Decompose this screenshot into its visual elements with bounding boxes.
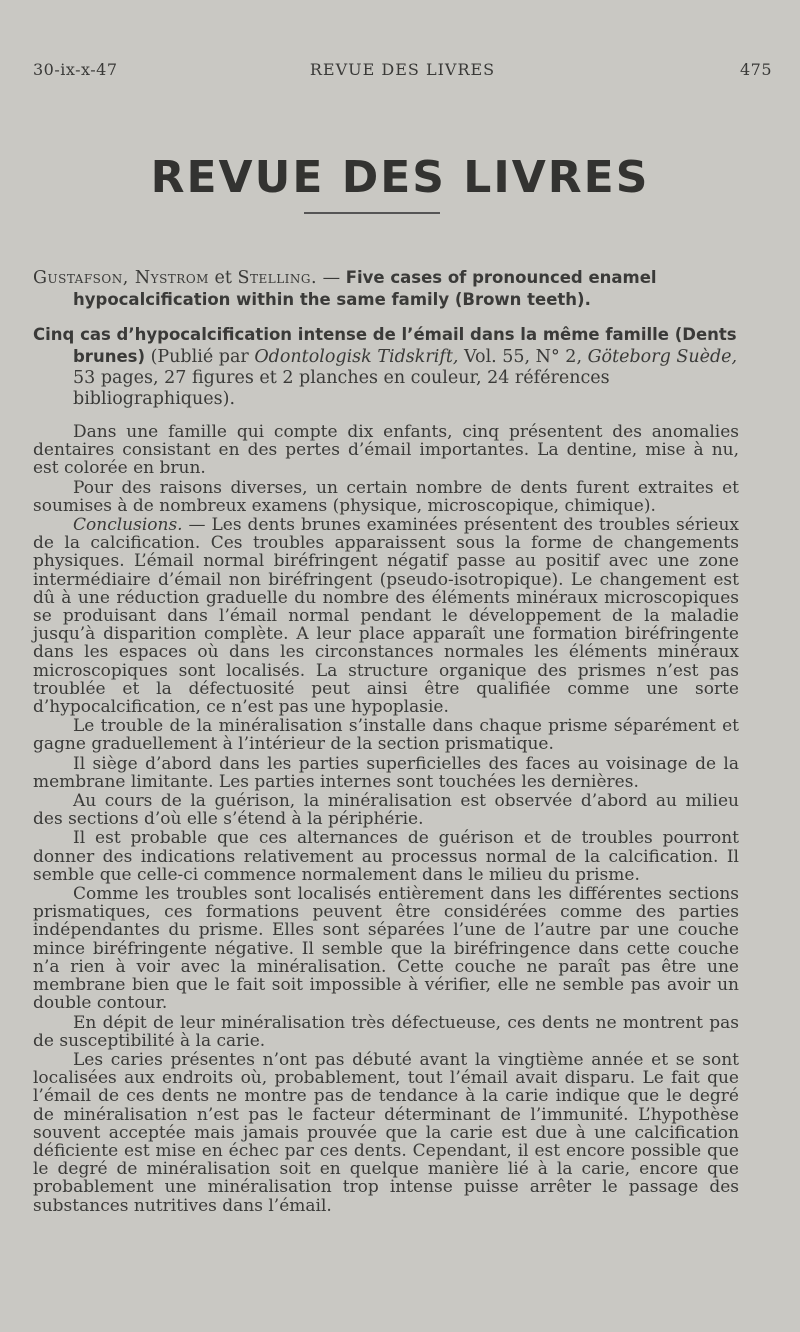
review-content: [33, 267, 739, 1216]
conclusions-label: Conclusions.: [73, 515, 183, 536]
paragraph: Le trouble de la minéralisation s’installe dans chaque prisme séparément et gagne graduellement à l’intérieur de la section prismatique.: [33, 716, 739, 755]
review-body: [33, 423, 739, 1215]
paragraph: [33, 516, 739, 716]
paragraph: Il siège d’abord dans les parties superficielles des faces au voisinage de la membrane limitante. Les parties internes sont touchées les dernières.: [33, 753, 739, 792]
publication-prefix: (Publié par: [145, 347, 255, 367]
publication-volume: Vol. 55, N° 2,: [458, 347, 588, 367]
french-reference: [33, 324, 739, 410]
paragraph: Au cours de la guérison, la minéralisation est observée d’abord au milieu des sections d’où elle s’étend à la périphérie.: [33, 791, 739, 830]
paragraph: Comme les troubles sont localisés entièrement dans les différentes sections prismatiques, ces formations peuvent être considérées comme des parties indépendantes du prisme. Elles sont séparées l’une de l’autre par une couche mince biréfringente négative. Il semble que la biréfringence dans cette couche n’a rien à voir avec la minéralisation. Cette couche ne paraît pas être une membrane bien que le fait soit impossible à vérifier, elle ne semble pas avoir un double contour.: [33, 884, 739, 1014]
paragraph: Pour des raisons diverses, un certain nombre de dents furent extraites et soumises à de nombreux examens (physique, microscopique, chimique).: [33, 477, 739, 516]
paragraph: Il est probable que ces alternances de guérison et de troubles pourront donner des indications relativement au processus normal de la calcification. Il semble que celle-ci commence normalement dans le milieu du prisme.: [33, 828, 739, 885]
paragraph: Dans une famille qui compte dix enfants, cinq présentent des anomalies dentaires consistant en des pertes d’émail importantes. La dentine, mise à nu, est colorée en brun.: [33, 422, 739, 479]
english-title: Five cases of pronounced enamel hypocalcification within the same family (Brown teeth).: [73, 268, 657, 309]
title-divider: [304, 212, 440, 214]
publication-place: Göteborg Suède,: [587, 347, 738, 367]
french-title: Cinq cas d’hypocalcification intense de l’émail dans la même famille (Dents brunes): [33, 325, 737, 366]
page-title: REVUE DES LIVRES: [150, 152, 650, 203]
conclusions-text: — Les dents brunes examinées présentent des troubles sérieux de la calcification. Ces troubles apparaissent sous la forme de changements physiques. L’émail normal biréfringent négatif passe au positif avec une zone intermédiaire d’émail non biréfringent (pseudo-isotropique). Le changement est dû à une réduction graduelle du nombre des éléments minéraux microscopiques se produisant dans l’émail normal pendant le développement de la maladie jusqu’à disparition complète. A leur place apparaît une formation biréfringente dans les espaces où dans les circonstances normales les éléments minéraux microscopiques sont localisés. La structure organique des prismes n’est pas troublée et la défectuosité peut ainsi être qualifiée comme une sorte d’hypocalcification, ce n’est pas une hypoplasie.: [33, 515, 739, 718]
paragraph: En dépit de leur minéralisation très défectueuse, ces dents ne montrent pas de susceptibilité à la carie.: [33, 1012, 739, 1051]
authors-part1: Gustafson, Nystrom: [33, 268, 209, 288]
authors-part2: Stelling.: [237, 268, 318, 288]
publication-details: 53 pages, 27 figures et 2 planches en couleur, 24 références bibliographiques).: [73, 368, 610, 409]
journal-name: Odontologisk Tidskrift,: [254, 347, 459, 367]
authors-conjunction: et: [208, 268, 238, 288]
running-head-title: REVUE DES LIVRES: [309, 60, 496, 79]
paragraph: Les caries présentes n’ont pas débuté avant la vingtième année et se sont localisées aux endroits où, probablement, tout l’émail avait disparu. Le fait que l’émail de ces dents ne montre pas de tendance à la carie indique que le degré de minéralisation n’est pas le facteur déterminant de l’immunité. L’hypothèse souvent acceptée mais jamais prouvée que la carie est due à une calcification déficiente est mise en échec par ces dents. Cependant, il est encore possible que le degré de minéralisation soit en quelque manière lié à la carie, encore que probablement une minéralisation trop intense puisse arrêter le passage des substances nutritives dans l’émail.: [33, 1049, 739, 1216]
bibliographic-reference: [33, 267, 739, 311]
reference-dash: —: [317, 268, 346, 288]
page-number: 475: [739, 60, 772, 79]
running-head-date: 30-ix-x-47: [33, 60, 118, 79]
